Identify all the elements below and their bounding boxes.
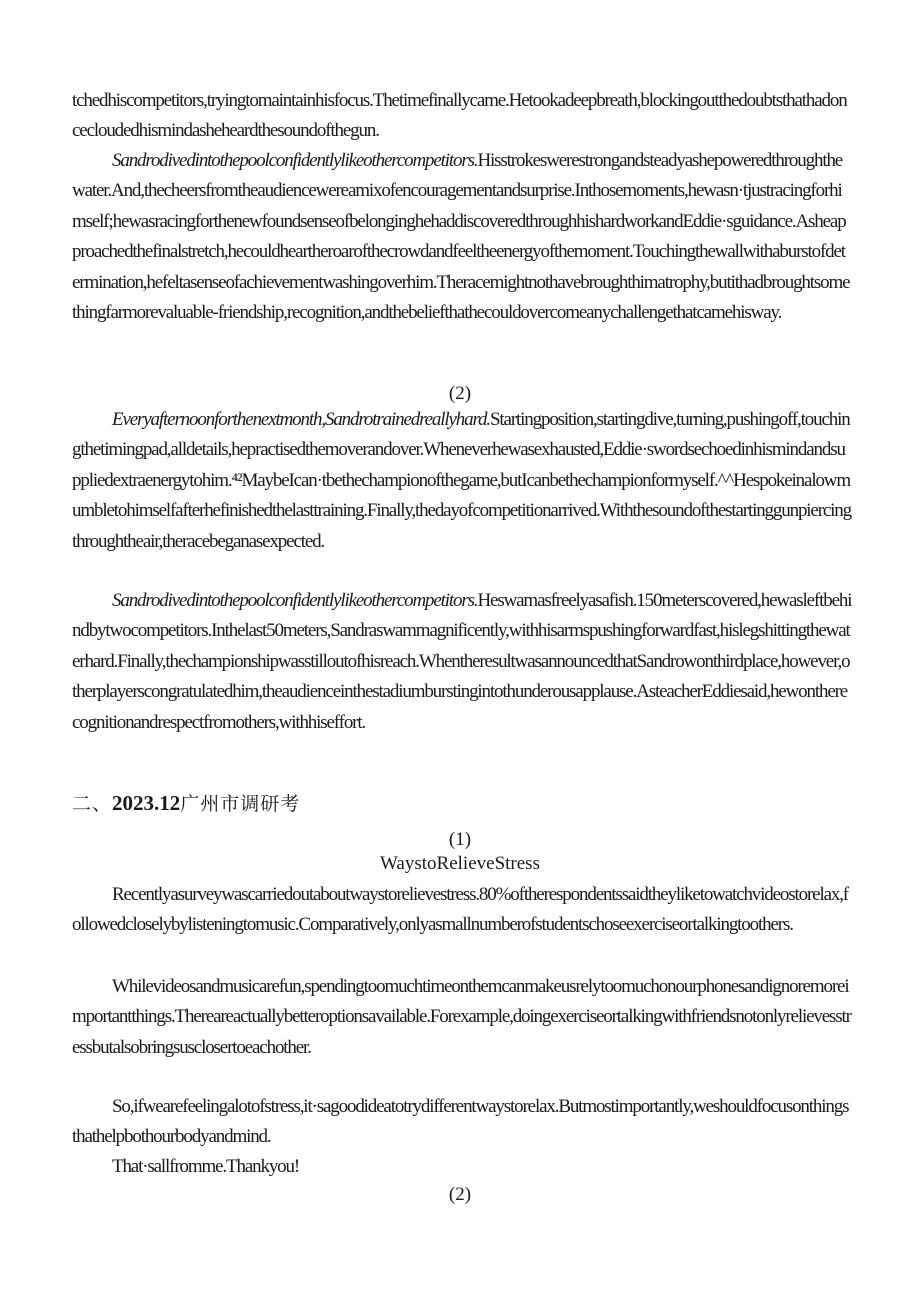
essay-title: WaystoRelieveStress	[380, 853, 540, 874]
paragraph-intro: tchedhiscompetitors,tryingtomaintainhisfocus.Thetimefinallycame.Hetookadeepbreath,blockingoutthedoubtsthathadoncecloudedhismindasheheardthesoundofthegun.	[72, 90, 847, 142]
paragraph-body: Heswamasfreelyasafish.150meterscovered,hewasleftbehindbytwocompetitors.Inthelast50meters,Sandraswammagnificently,withhisarmspushingforwardfast,hislegshittingthewaterhard.Finally,thechampionshipwasstilloutofhisreach.WhentheresultwasannouncedthatSandrowonthirdplace,however,otherplayerscongratulatedhim,theaudienceinthestadiumburstingintothunderousapplause.AsteacherEddiesaid,hewontherecognitionandrespectfromothers,withhiseffort.	[72, 590, 852, 733]
part-label: (2)	[448, 1184, 472, 1205]
paragraph-training	[72, 405, 852, 557]
italic-lead-sentence: Sandrodivedintothepoolconfidentlylikeothercompetitors.	[112, 150, 478, 171]
essay-paragraph-2: Whilevideosandmusicarefun,spendingtoomuchtimeonthemcanmakeusrelytoomuchonourphonesandignoremoreimportantthings.Thereareactuallybetteroptionsavailable.Forexample,doingexerciseortalkingwithfriendsnotonlyrelievesstressbutalsobringsusclosertoeachother.	[72, 976, 851, 1058]
italic-lead-sentence: Everyafternoonforthenextmonth,Sandrotrainedreallyhard.	[112, 409, 490, 430]
essay-paragraph-1: Recentlyasurveywascarriedoutaboutwaystorelievestress.80%oftherespondentssaidtheyliketowatchvideostorelax,followedcloselybylisteningtomusic.Comparatively,onlyasmallnumberofstudentschoseexerciseortalkingtoothers.	[72, 884, 848, 936]
paragraph-body: Startingposition,startingdive,turning,pushingoff,touchingthetimingpad,alldetails,hepractisedthemoverandover.Wheneverhewasexhausted,Eddie·swordsechoedinhismindandsuppliedextraenergytohim.⁴²MaybeIcan·tbethechampionofthegame,butIcanbethechampionformyself.^^Hespokeinalowmumbletohimselfafterhefinishedthelasttraining.Finally,thedayofcompetitionarrived.Withthesoundofthestartinggunpiercingthroughtheair,theracebeganasexpected.	[72, 409, 851, 552]
section-heading	[72, 788, 300, 819]
part-label: (1)	[448, 829, 472, 850]
heading-text: 广州市调研考	[180, 793, 301, 815]
italic-lead-sentence: Sandrodivedintothepoolconfidentlylikeothercompetitors.	[112, 590, 478, 611]
paragraph-competition	[72, 586, 852, 738]
paragraph-race	[72, 146, 852, 328]
essay-paragraph-3: So,ifwearefeelingalotofstress,it·sagoodideatotrydifferentwaystorelax.Butmostimportantly,weshouldfocusonthingsthathelpbothourbodyandmind.	[72, 1096, 849, 1148]
heading-prefix: 二、	[72, 793, 113, 815]
heading-number: 2023.12	[112, 791, 181, 815]
essay-paragraph-4: That·sallfromme.Thankyou!	[112, 1156, 300, 1177]
paragraph-body: Hisstrokeswerestrongandsteadyashepoweredthroughthewater.And,thecheersfromtheaudiencewereamixofencouragementandsurprise.Inthosemoments,hewasn·tjustracingforhimself;hewasracingforthenewfoundsenseofbelonginghehaddiscoveredthroughhishardworkandEddie·sguidance.Asheapproachedthefinalstretch,hecouldheartheroarofthecrowdandfeeltheenergyofthemoment.Touchingthewallwithaburstofdetermination,hefeltasenseofachievementwashingoverhim.Theracemightnothavebroughthimatrophy,butithadbroughtsomethingfarmorevaluable-friendship,recognition,andthebeliefthathecouldovercomeanychallengethatcamehisway.	[72, 150, 850, 324]
part-label: (2)	[448, 383, 472, 404]
